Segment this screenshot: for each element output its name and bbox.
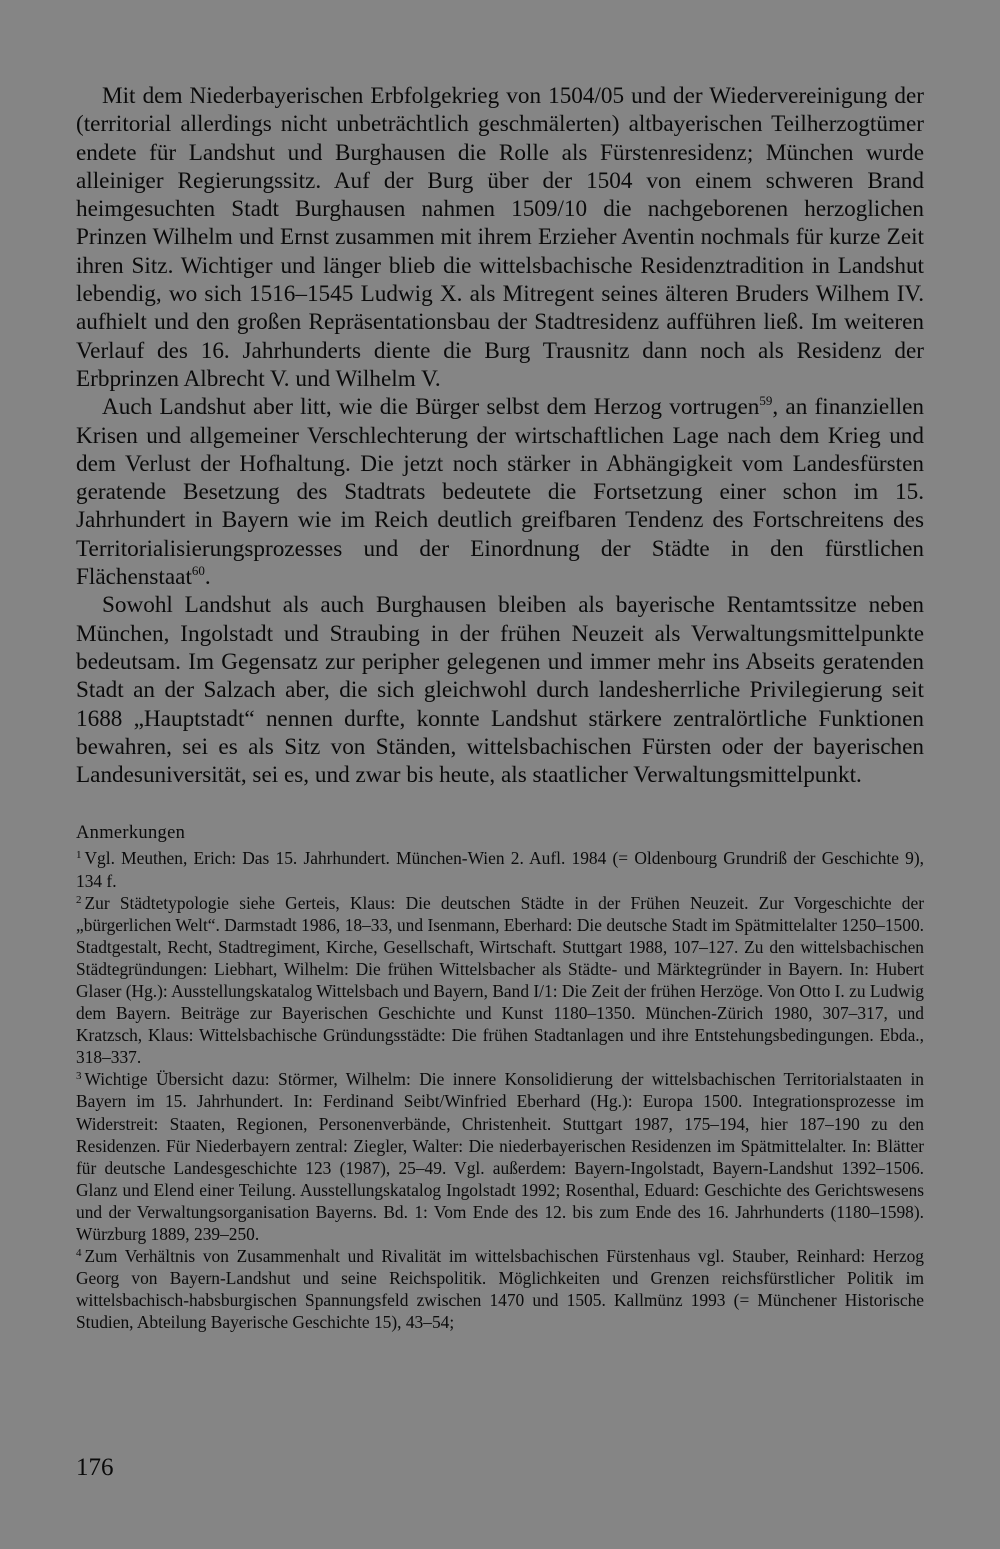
note-text: Zur Städtetypologie siehe Gerteis, Klaus: Die deutschen Städte in der Frühen Neuzeit. Zur Vorgeschichte der „bürgerlichen Welt“. Darmstadt 1986, 18–33, und Isenmann, Eberhard: Die deutsche Stadt im Spätmittelalter 1250–1500. Stadtgestalt, Recht, Stadtregiment, Kirche, Gesellschaft, Wirtschaft. Stuttgart 1988, 107–127. Zu den wittelsbachischen Städtegründungen: Liebhart, Wilhelm: Die frühen Wittelsbacher als Städte- und Märktegründer in Bayern. In: Hubert Glaser (Hg.): Ausstellungskatalog Wittelsbach und Bayern, Band I/1: Die Zeit der frühen Herzöge. Von Otto I. zu Ludwig dem Bayern. Beiträge zur Bayerischen Geschichte und Kunst 1180–1350. München-Zürich 1980, 307–317, und Kratzsch, Klaus: Wittelsbachische Gründungsstädte: Die frühen Stadtanlagen und ihre Entstehungsbedingungen. Ebda., 318–337. — [76, 892, 924, 1068]
page-number: 176 — [76, 1454, 114, 1481]
note-text: Vgl. Meuthen, Erich: Das 15. Jahrhundert. München-Wien 2. Aufl. 1984 (= Oldenbourg Grundriß der Geschichte 9), 134 f. — [76, 848, 924, 891]
note-number: 2 — [76, 893, 82, 906]
footnote-ref-59: 59 — [759, 393, 773, 409]
body-paragraph-3: Sowohl Landshut als auch Burghausen bleiben als bayerische Rentamtssitze neben München, Ingolstadt und Straubing in der frühen Neuzeit als Verwaltungsmittelpunkte bedeutsam. Im Gegensatz zur peripher gelegenen und immer mehr ins Abseits geratenden Stadt an der Salzach aber, die sich gleichwohl durch landesherrliche Privilegierung seit 1688 „Hauptstadt“ nennen durfte, konnte Landshut stärkere zentralörtliche Funktionen bewahren, sei es als Sitz von Ständen, wittelsbachischen Fürsten oder der bayerischen Landesuniversität, sei es, und zwar bis heute, als staatlicher Verwaltungsmittelpunkt. — [76, 592, 924, 789]
note-text: Wichtige Übersicht dazu: Störmer, Wilhelm: Die innere Konsolidierung der wittelsbachischen Territorialstaaten in Bayern im 15. Jahrhundert. In: Ferdinand Seibt/Winfried Eberhard (Hg.): Europa 1500. Integrationsprozesse im Widerstreit: Staaten, Regionen, Personenverbände, Christenheit. Stuttgart 1987, 175–194, hier 187–190 zu den Residenzen. Für Niederbayern zentral: Ziegler, Walter: Die niederbayerischen Residenzen im Spätmittelalter. In: Blätter für deutsche Landesgeschichte 123 (1987), 25–49. Vgl. außerdem: Bayern-Ingolstadt, Bayern-Landshut 1392–1506. Glanz und Elend einer Teilung. Ausstellungskatalog Ingolstadt 1992; Rosenthal, Eduard: Geschichte des Gerichtswesens und der Verwaltungsorganisation Bayerns. Bd. 1: Vom Ende des 12. bis zum Ende des 16. Jahrhunderts (1180–1598). Würzburg 1889, 239–250. — [76, 1069, 924, 1245]
note-number: 4 — [76, 1247, 82, 1260]
page-content — [76, 82, 924, 1333]
note-text: Zum Verhältnis von Zusammenhalt und Rivalität im wittelsbachischen Fürstenhaus vgl. Stauber, Reinhard: Herzog Georg von Bayern-Landshut und seine Reichspolitik. Möglichkeiten und Grenzen reichsfürstlicher Politik im wittelsbachisch-habsburgischen Spannungsfeld zwischen 1470 und 1505. Kallmünz 1993 (= Münchener Historische Studien, Abteilung Bayerische Geschichte 15), 43–54; — [76, 1246, 924, 1333]
paragraph-2-text-c: . — [204, 564, 211, 591]
note-number: 3 — [76, 1070, 82, 1083]
notes-heading: Anmerkungen — [76, 823, 186, 844]
paragraph-2-text-b: , an finanziellen Krisen und allgemeiner Verschlechterung der wirtschaftlichen Lage nach dem Krieg und dem Verlust der Hofhaltung. Die jetzt noch stärker in Abhängigkeit vom Landesfürsten geratende Besetzung des Stadtrats bedeutete die Fortsetzung einer schon im 15. Jahrhundert in Bayern wie im Reich deutlich greifbaren Tendenz des Fortschreitens des Territorialisierungsprozesses und der Einordnung der Städte in den fürstlichen Flächenstaat — [76, 394, 924, 591]
note-3 — [76, 1068, 924, 1245]
footnote-ref-60: 60 — [191, 563, 205, 579]
body-paragraph-2 — [76, 393, 924, 591]
note-1 — [76, 847, 924, 891]
note-4 — [76, 1245, 924, 1333]
paragraph-2-text-a: Auch Landshut aber litt, wie die Bürger selbst dem Herzog vortrugen — [102, 394, 760, 421]
body-paragraph-1: Mit dem Niederbayerischen Erbfolgekrieg von 1504/05 und der Wiedervereinigung der (territorial allerdings nicht unbeträchtlich geschmälerten) altbayerischen Teilherzogtümer endete für Landshut und Burghausen die Rolle als Fürstenresidenz; München wurde alleiniger Regierungssitz. Auf der Burg über der 1504 von einem schweren Brand heimgesuchten Stadt Burghausen nahmen 1509/10 die nachgeborenen herzoglichen Prinzen Wilhelm und Ernst zusammen mit ihrem Erzieher Aventin nochmals für kurze Zeit ihren Sitz. Wichtiger und länger blieb die wittelsbachische Residenztradition in Landshut lebendig, wo sich 1516–1545 Ludwig X. als Mitregent seines älteren Bruders Wilhem IV. aufhielt und den großen Repräsentationsbau der Stadtresidenz aufführen ließ. Im weiteren Verlauf des 16. Jahrhunderts diente die Burg Trausnitz dann noch als Residenz der Erbprinzen Albrecht V. und Wilhelm V. — [76, 83, 924, 392]
note-number: 1 — [76, 849, 82, 862]
note-2 — [76, 892, 924, 1069]
